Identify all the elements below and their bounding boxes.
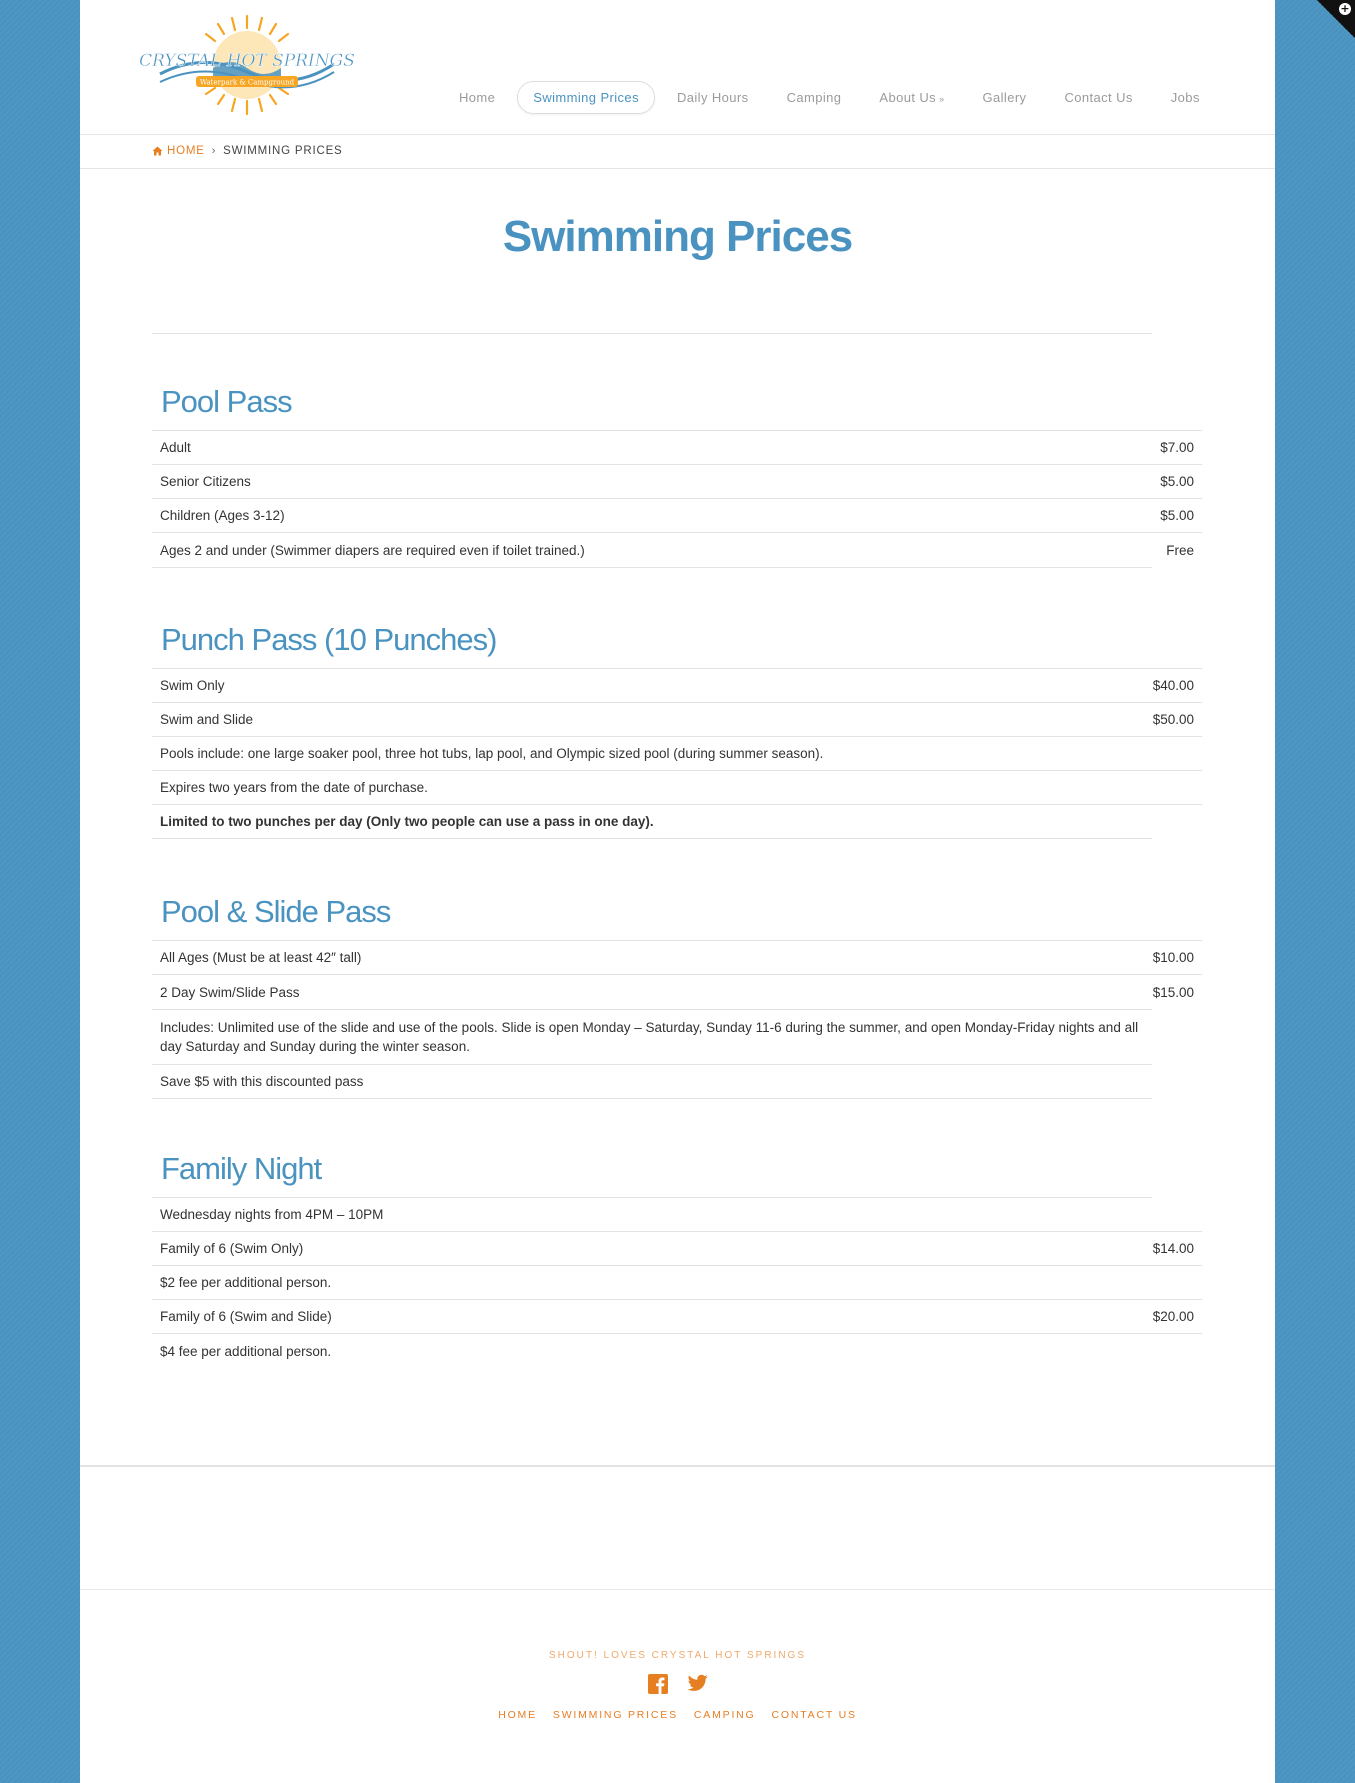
row-label: Swim and Slide bbox=[160, 712, 254, 727]
row-label: $4 fee per additional person. bbox=[160, 1343, 332, 1359]
twitter-icon[interactable] bbox=[688, 1674, 708, 1694]
section-heading: Pool Pass bbox=[161, 384, 292, 419]
corner-ribbon[interactable] bbox=[1317, 0, 1355, 38]
chevron-down-icon: » bbox=[939, 93, 945, 104]
table-row bbox=[152, 805, 1152, 839]
nav-item-about-us[interactable] bbox=[863, 81, 960, 114]
section-pool-slide-pass bbox=[152, 892, 1202, 1099]
social-links bbox=[80, 1674, 1275, 1694]
nav-item-camping[interactable]: Camping bbox=[786, 89, 842, 105]
row-label: $2 fee per additional person. bbox=[160, 1275, 332, 1290]
table-row bbox=[152, 703, 1202, 737]
section-heading: Punch Pass (10 Punches) bbox=[161, 622, 497, 657]
chevron-right-icon: › bbox=[211, 145, 217, 157]
table-row bbox=[152, 1300, 1202, 1334]
main-nav bbox=[440, 80, 1219, 114]
nav-item-swimming-prices[interactable]: Swimming Prices bbox=[517, 81, 655, 114]
footer-nav bbox=[80, 1709, 1275, 1721]
price-table bbox=[152, 940, 1202, 1099]
footer-link-camping[interactable]: CAMPING bbox=[693, 1709, 756, 1721]
row-label: Limited to two punches per day (Only two people can use a pass in one day). bbox=[160, 814, 654, 829]
row-price: $20.00 bbox=[1152, 1309, 1194, 1324]
table-row bbox=[152, 669, 1202, 703]
row-label: Pools include: one large soaker pool, three hot tubs, lap pool, and Olympic sized pool (during summer season). bbox=[160, 746, 824, 761]
section-heading: Pool & Slide Pass bbox=[161, 894, 391, 929]
footer-tagline: SHOUT! LOVES CRYSTAL HOT SPRINGS bbox=[548, 1650, 806, 1661]
row-label: 2 Day Swim/Slide Pass bbox=[160, 984, 300, 1000]
row-price: $14.00 bbox=[1152, 1241, 1194, 1256]
row-price: $40.00 bbox=[1152, 678, 1194, 693]
logo-sun-icon bbox=[139, 12, 355, 120]
table-row bbox=[152, 1198, 1202, 1232]
table-row bbox=[152, 533, 1202, 567]
section-pool-pass bbox=[152, 382, 1202, 568]
row-price: Free bbox=[1166, 542, 1194, 558]
nav-item-jobs[interactable]: Jobs bbox=[1170, 89, 1200, 105]
row-label: Swim Only bbox=[160, 678, 225, 693]
table-row bbox=[152, 737, 1202, 771]
page-title: Swimming Prices bbox=[502, 212, 853, 261]
row-label: Family of 6 (Swim Only) bbox=[160, 1241, 304, 1256]
row-label: Adult bbox=[160, 440, 191, 455]
row-label: Wednesday nights from 4PM – 10PM bbox=[160, 1207, 384, 1222]
site-container bbox=[80, 0, 1275, 1783]
table-row bbox=[152, 1065, 1152, 1099]
row-price: $5.00 bbox=[1160, 474, 1194, 489]
footer-link-contact-us[interactable]: CONTACT US bbox=[771, 1709, 857, 1721]
row-label: Ages 2 and under (Swimmer diapers are required even if toilet trained.) bbox=[160, 542, 585, 558]
table-row bbox=[152, 465, 1202, 499]
svg-text:CRYSTAL HOT SPRINGS: CRYSTAL HOT SPRINGS bbox=[139, 51, 355, 71]
site-logo[interactable] bbox=[139, 12, 355, 120]
table-row bbox=[152, 941, 1202, 975]
footer-link-swimming-prices[interactable]: SWIMMING PRICES bbox=[552, 1709, 678, 1721]
masthead bbox=[80, 0, 1275, 135]
plus-icon: + bbox=[1340, 2, 1350, 15]
divider bbox=[80, 1589, 1275, 1590]
row-label: Save $5 with this discounted pass bbox=[160, 1074, 364, 1089]
table-row bbox=[152, 1232, 1202, 1266]
divider bbox=[152, 567, 1152, 568]
nav-item-daily-hours[interactable]: Daily Hours bbox=[676, 89, 749, 105]
divider bbox=[152, 333, 1152, 334]
row-label: All Ages (Must be at least 42″ tall) bbox=[160, 950, 362, 965]
home-icon bbox=[152, 146, 163, 156]
section-family-night bbox=[152, 1149, 1202, 1368]
breadcrumb-current: SWIMMING PRICES bbox=[223, 145, 343, 157]
table-row bbox=[152, 1266, 1202, 1300]
price-table bbox=[152, 1197, 1202, 1368]
svg-text:Waterpark & Campground: Waterpark & Campground bbox=[199, 78, 295, 87]
row-label: Senior Citizens bbox=[160, 474, 251, 489]
section-punch-pass bbox=[152, 620, 1202, 839]
table-row bbox=[152, 499, 1202, 533]
table-row bbox=[152, 1010, 1152, 1065]
row-label: Children (Ages 3-12) bbox=[160, 508, 285, 523]
breadcrumb-home-link[interactable] bbox=[152, 145, 205, 157]
breadcrumb-home-label: HOME bbox=[167, 145, 205, 157]
table-row bbox=[152, 1334, 1202, 1368]
price-table bbox=[152, 668, 1202, 839]
nav-item-contact-us[interactable]: Contact Us bbox=[1064, 89, 1133, 105]
section-heading: Family Night bbox=[161, 1151, 322, 1186]
breadcrumb bbox=[152, 145, 343, 157]
nav-item-gallery[interactable]: Gallery bbox=[982, 89, 1027, 105]
row-label: Family of 6 (Swim and Slide) bbox=[160, 1309, 332, 1324]
divider bbox=[80, 1465, 1275, 1467]
row-price: $7.00 bbox=[1160, 440, 1194, 455]
table-row bbox=[152, 975, 1202, 1009]
nav-item-home[interactable]: Home bbox=[459, 89, 496, 105]
price-table bbox=[152, 430, 1202, 568]
nav-item-label: About Us bbox=[879, 89, 937, 105]
row-label: Includes: Unlimited use of the slide and use of the pools. Slide is open Monday – Saturday, Sunday 11-6 during the summer, and open Monday-Friday nights and all day Saturday and Sunday during the winter season. bbox=[160, 1020, 1139, 1054]
table-row bbox=[152, 431, 1202, 465]
row-price: $50.00 bbox=[1152, 712, 1194, 727]
breadcrumb-bar bbox=[80, 135, 1275, 169]
row-price: $15.00 bbox=[1152, 984, 1194, 1000]
row-price: $5.00 bbox=[1160, 508, 1194, 523]
row-label: Expires two years from the date of purchase. bbox=[160, 780, 428, 795]
row-price: $10.00 bbox=[1152, 950, 1194, 965]
table-row bbox=[152, 771, 1202, 805]
footer-link-home[interactable]: HOME bbox=[498, 1709, 537, 1721]
facebook-icon[interactable] bbox=[648, 1674, 668, 1694]
